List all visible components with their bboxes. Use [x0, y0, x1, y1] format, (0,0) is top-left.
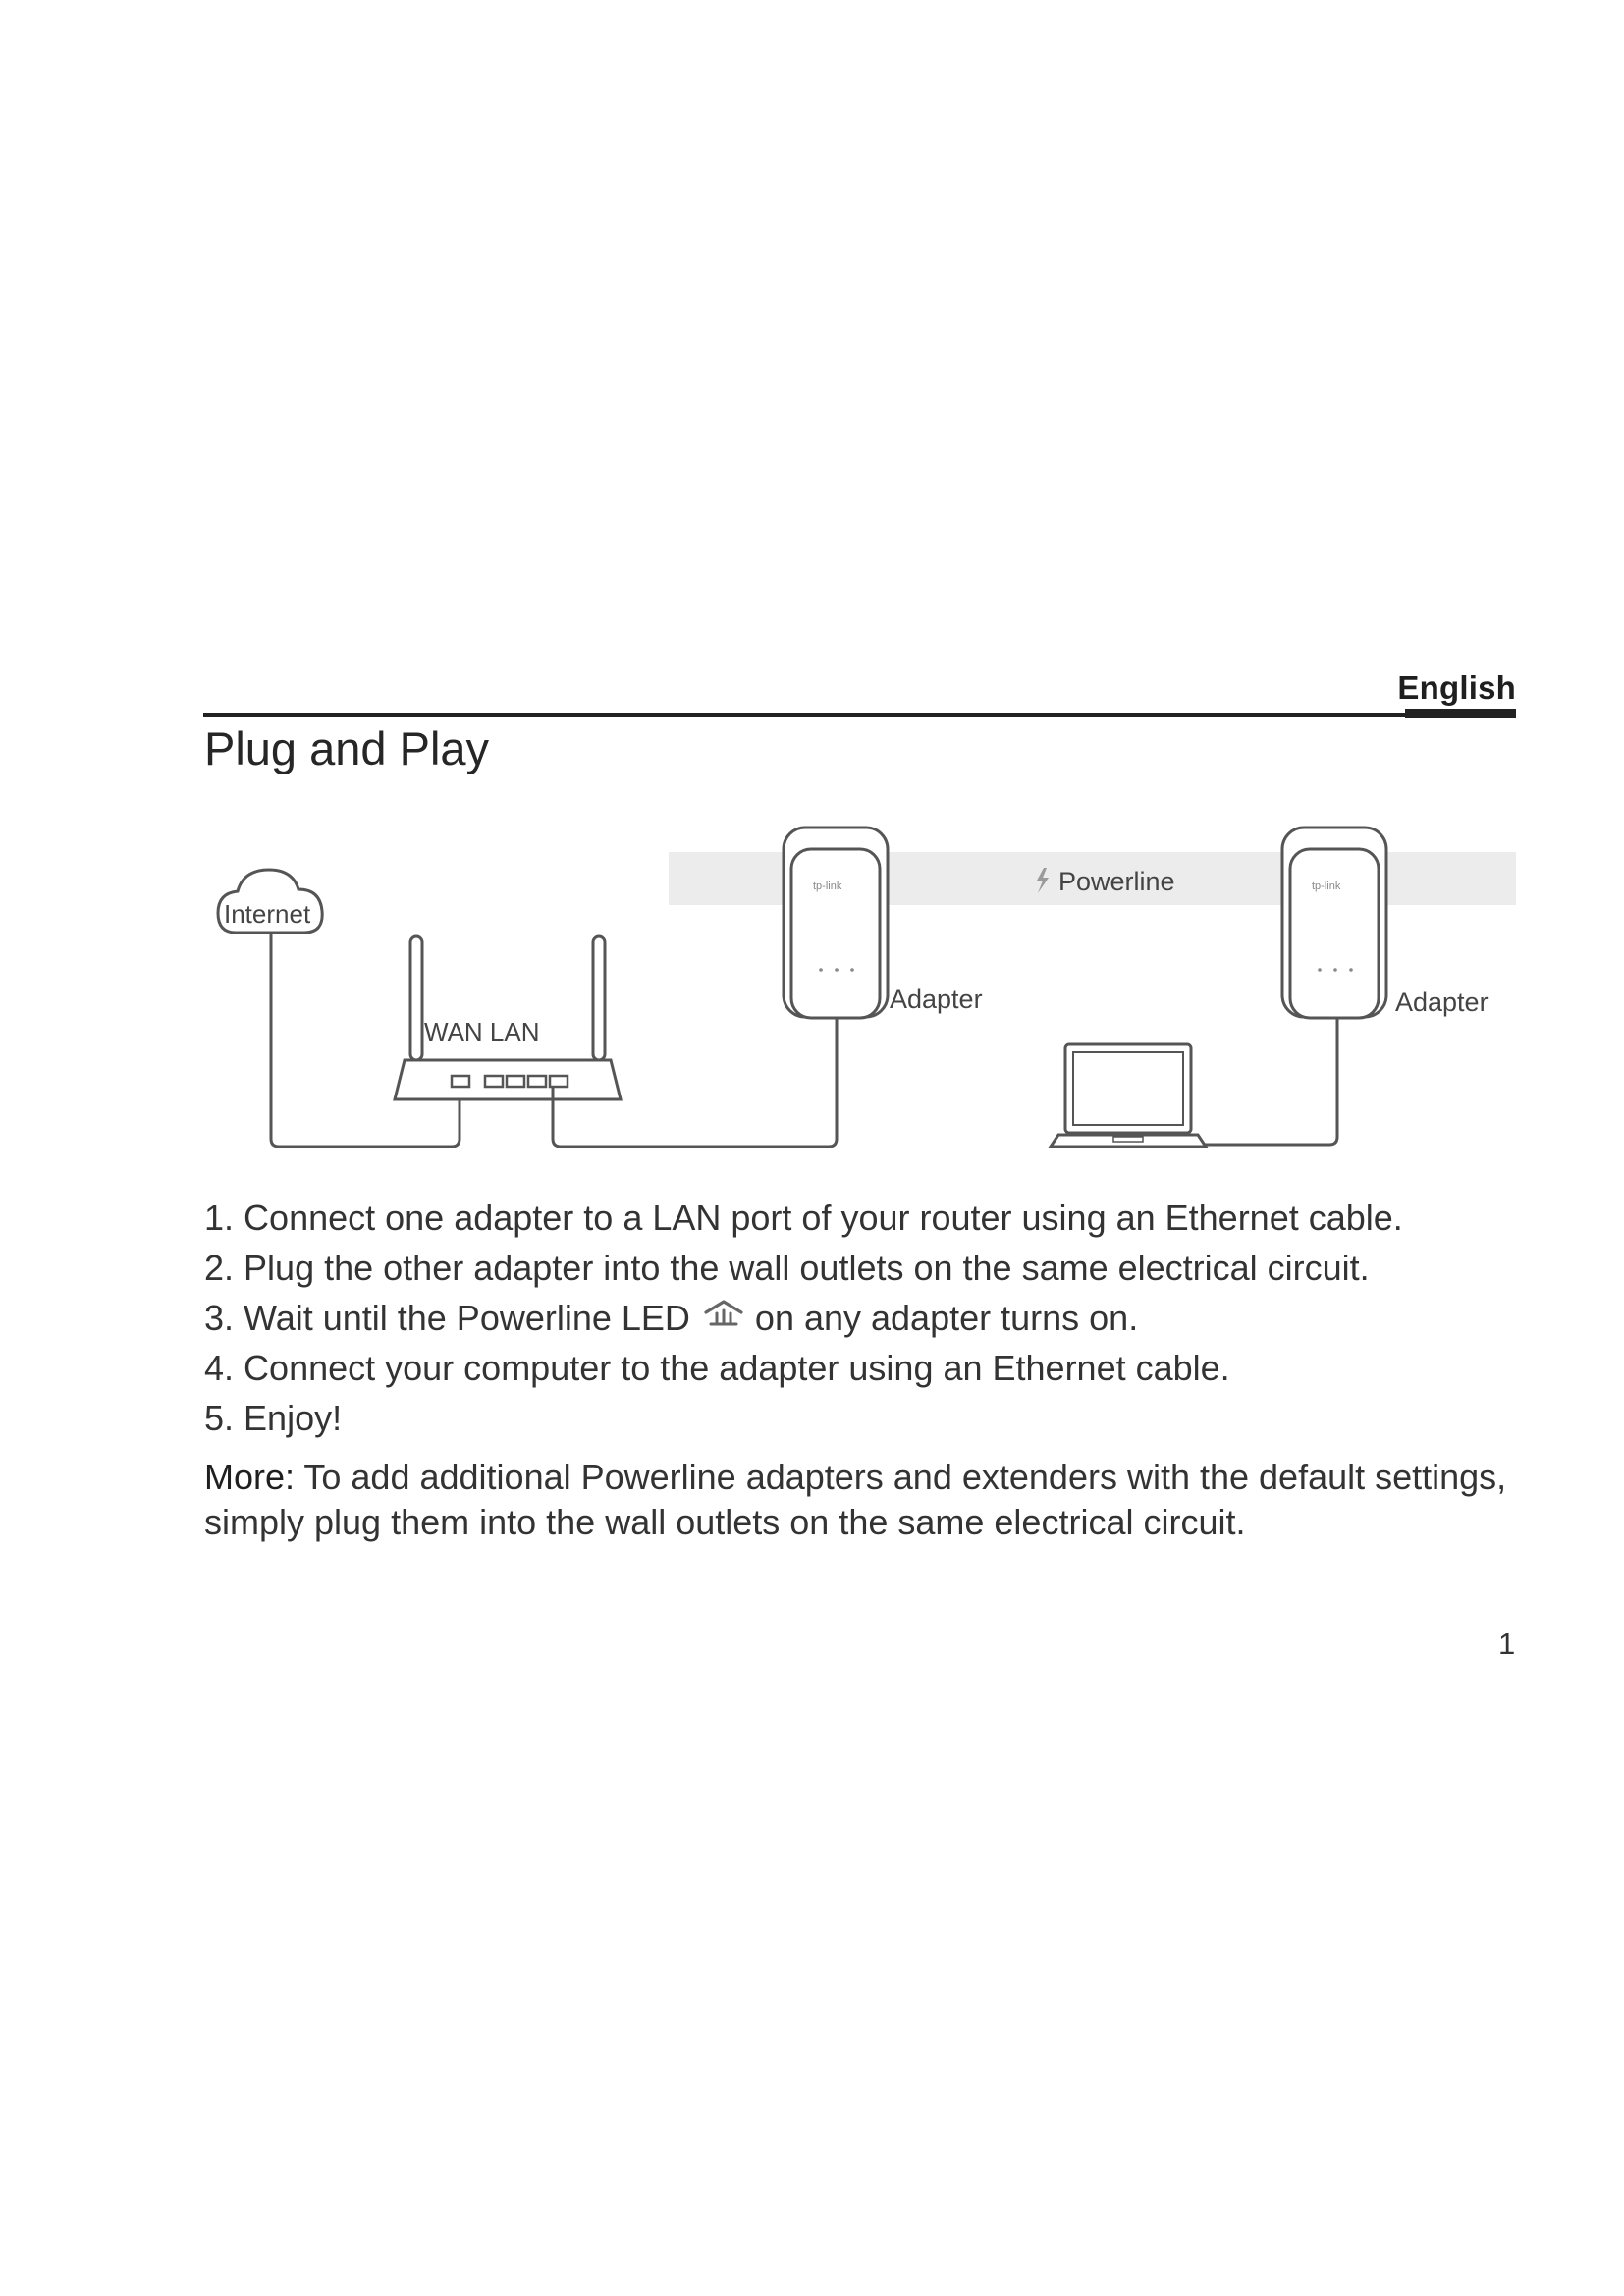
svg-text:tp-link: tp-link — [1312, 881, 1341, 892]
router-ports-label: WAN LAN — [424, 1017, 540, 1046]
page-number: 1 — [1498, 1627, 1516, 1661]
more-text: To add additional Powerline adapters and extenders with the default settings, simply plug them into the wall outlets on the same electrical circuit. — [204, 1457, 1507, 1542]
adapter-right-label: Adapter — [1395, 988, 1489, 1017]
language-label: English — [1397, 669, 1516, 706]
page-title: Plug and Play — [204, 722, 490, 774]
powerline-label: Powerline — [1058, 867, 1175, 896]
internet-label: Internet — [224, 899, 311, 929]
powerline-led-icon — [702, 1299, 745, 1330]
step-item: 1. Connect one adapter to a LAN port of your router using an Ethernet cable. — [204, 1198, 1403, 1238]
step-item: 2. Plug the other adapter into the wall outlets on the same electrical circuit. — [204, 1248, 1370, 1288]
step-item: 4. Connect your computer to the adapter using an Ethernet cable. — [204, 1348, 1230, 1388]
svg-text:tp-link: tp-link — [813, 881, 842, 892]
more-note — [204, 1455, 1520, 1545]
right-adapter-icon — [1282, 828, 1386, 1018]
more-label: More: — [204, 1457, 296, 1497]
steps-list — [204, 1193, 1520, 1443]
left-adapter-icon — [784, 828, 888, 1018]
cable-laptop-adapter — [1204, 1019, 1337, 1145]
laptop-icon — [1051, 1044, 1206, 1147]
header-rule — [203, 713, 1516, 717]
adapter-left-label: Adapter — [890, 985, 983, 1014]
step-item: 5. Enjoy! — [204, 1398, 343, 1438]
step-item: 3. Wait until the Powerline LED on any adapter turns on. — [204, 1298, 1139, 1338]
